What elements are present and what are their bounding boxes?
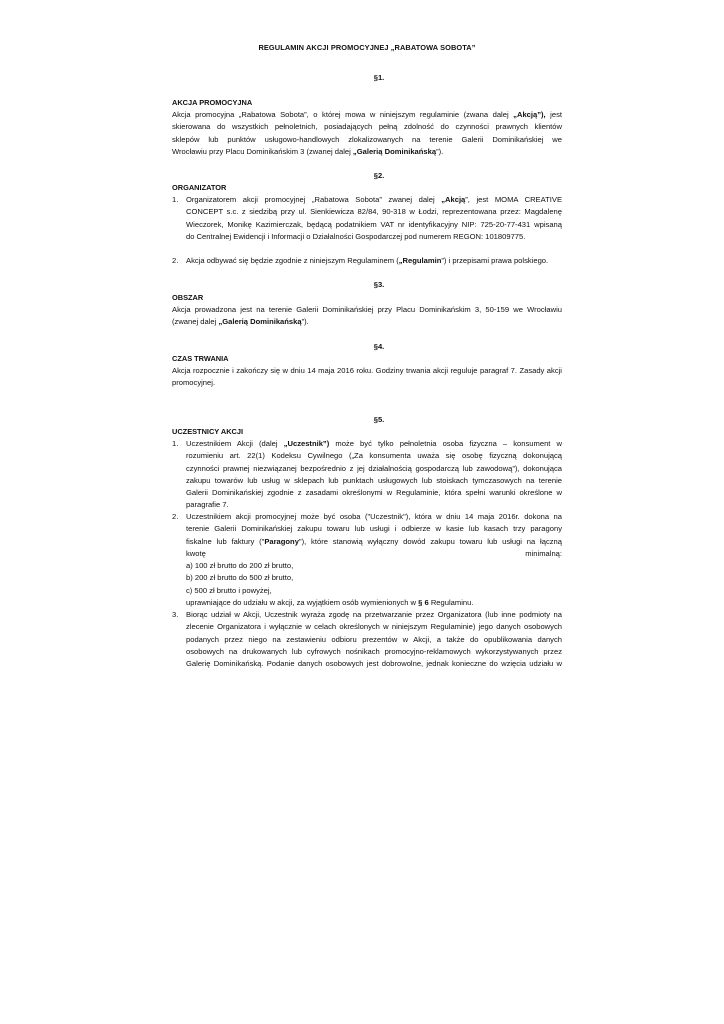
section-5-item-3: 3. Biorąc udział w Akcji, Uczestnik wyraża zgodę na przetwarzanie przez Organizatora (lub inne podmioty na zlecenie Organizatora i wyłącznie w celach określonych w niniejszym Regulaminie) jego danych osobowych podanych przez niego na zestawieniu odbioru prezentów w Akcji, a także do opublikowania danych osobowych na drukowanych lub cyfrowych nośnikach promocyjno-reklamowych wykorzystywanych przez Galerię Dominikańską. Podanie danych osobowych jest dobrowolne, jednak konieczne do wzięcia udziału w [172,610,562,669]
section-1-text: Akcja promocyjna „Rabatowa Sobota”, o której mowa w niniejszym regulaminie (zwana dalej „Akcją”), jest skierowana do wszystkich pełnoletnich, posiadających pełną zdolność do czynności prawnych klientów sklepów lub punktów usługowo-handlowych zlokalizowanych na terenie Galerii Dominikańskiej we Wrocławiu przy Placu Dominikańskim 3 (zwanej dalej „Galerią Dominikańską”). [172,110,563,156]
list-number: 1. [172,439,179,448]
list-number: 2. [172,256,179,265]
section-5-mark: §5. [373,415,385,424]
section-5-item-1: 1. Uczestnikiem Akcji (dalej „Uczestnik”) może być tylko pełnoletnia osoba fizyczna – konsument w rozumieniu art. 22(1) Kodeksu Cywilnego („Za konsumenta uważa się osobę fizyczną dokonującą czynności prawnej niezwiązanej bezpośrednio z jej działalnością gospodarczą lub zawodową”), dokonująca zakupu towarów lub usług w sklepach lub punktach usługowych lub stoiskach tymczasowych na terenie Galerii Dominikańskiej zgodnie z zasadami określonymi w Regulaminie, która spełni warunki określone w paragrafie 7. [172,439,562,510]
list-number: 3. [172,610,179,619]
section-5-item-2: 2. Uczestnikiem akcji promocyjnej może być osoba ("Uczestnik"), która w dniu 14 maja 2016r. dokona na terenie Galerii Dominikańskiej zakupu towaru lub usługi i odbierze w kasie lub kasach trzy paragony fiskalne lub faktury ("Paragony"), które stanowią wyłączny dowód zakupu towaru lub usługi na łączną kwotę minimalną: a) 100 zł brutto do 200 zł brutto, b) 200 zł brutto do 500 zł brutto, c) 500 zł brutto i powyżej, uprawniające do udziału w akcji, za wyjątkiem osób wymienionych w § 6 Regulaminu. [172,512,562,608]
section-4-heading: CZAS TRWANIA [172,354,229,363]
section-3-heading: OBSZAR [172,293,204,302]
list-number: 1. [172,195,179,204]
section-1-heading: AKCJA PROMOCYJNA [172,98,253,107]
section-4-text: Akcja rozpocznie i zakończy się w dniu 14 maja 2016 roku. Godziny trwania akcji reguluje paragraf 7. Zasady akcji promocyjnej. [172,366,562,388]
document-title: REGULAMIN AKCJI PROMOCYJNEJ „RABATOWA SOBOTA” [258,43,476,52]
section-2-item-1: 1. Organizatorem akcji promocyjnej „Rabatowa Sobota” zwanej dalej „Akcją”, jest MOMA CREATIVE CONCEPT s.c. z siedzibą przy ul. Sienkiewicza 82/84, 90-318 w Łodzi, reprezentowana przez: Magdalenę Wieczorek, Monikę Kazimierczak, będącą podatnikiem VAT nr identyfikacyjny NIP: 725-20-77-431 wpisaną do Centralnej Ewidencji i Informacji o Działalności Gospodarczej pod numerem REGON: 101809775. [172,195,563,241]
section-3-mark: §3. [373,280,385,289]
section-4-mark: §4. [373,342,385,351]
section-5-heading: UCZESTNICY AKCJI [172,427,244,436]
section-3-text: Akcja prowadzona jest na terenie Galerii Dominikańskiej przy Placu Dominikańskim 3, 50-159 we Wrocławiu (zwanej dalej „Galerią Dominikańską”). [172,305,562,327]
threshold-c: c) 500 zł brutto i powyżej, [186,585,272,595]
section-2-heading: ORGANIZATOR [172,183,227,192]
section-2-mark: §2. [373,171,385,180]
threshold-b: b) 200 zł brutto do 500 zł brutto, [186,573,294,583]
section-2-item-2: 2. Akcja odbywać się będzie zgodnie z niniejszym Regulaminem („Regulamin”) i przepisami prawa polskiego. [172,255,562,267]
list-number: 2. [172,512,179,521]
section-1-mark: §1. [373,73,385,82]
threshold-a: a) 100 zł brutto do 200 zł brutto, [186,561,294,571]
